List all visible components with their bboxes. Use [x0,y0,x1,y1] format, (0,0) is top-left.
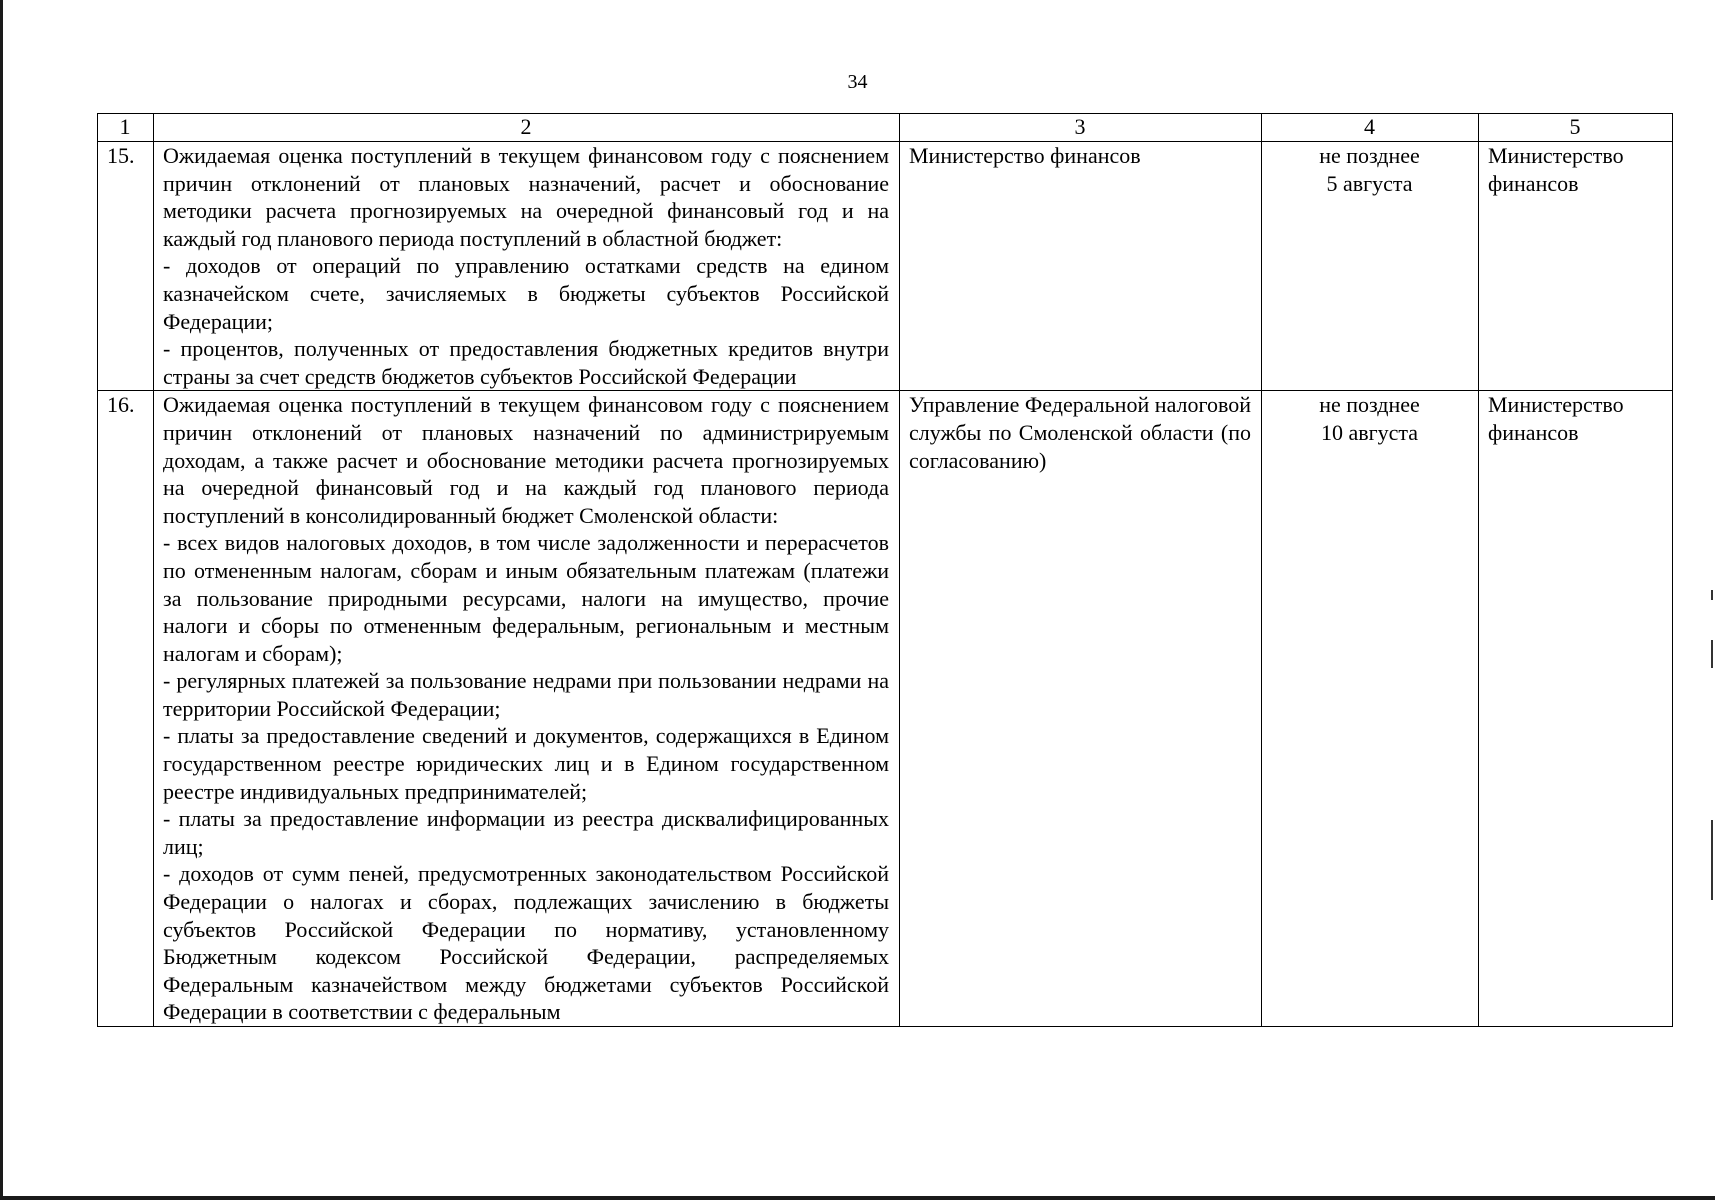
table-row [98,391,1673,1027]
deadline-line: 5 августа [1326,170,1413,196]
row-executor: Министерство финансов [900,142,1262,391]
description-paragraph: Ожидаемая оценка поступлений в текущем финансовом году с пояснением причин отклонений от плановых назначений по администрируемым доходам, а также расчет и обоснование методики расчета прогнозируемых на очередной финансовый год и на каждый год планового периода поступлений в консолидированный бюджет Смоленской области: [163,392,889,528]
description-paragraph: - процентов, полученных от предоставления бюджетных кредитов внутри страны за счет средств бюджетов субъектов Российской Федерации [163,336,889,389]
scan-artifact [1711,590,1713,600]
row-number: 15. [98,142,154,391]
scan-edge-bottom [0,1196,1715,1200]
deadline-line: не позднее [1319,143,1420,168]
description-paragraph: - доходов от сумм пеней, предусмотренных законодательством Российской Федерации о налогах и сборах, подлежащих зачислению в бюджеты субъектов Российской Федерации по нормативу, установленному Бюджетным кодексом Российской Федерации, распределяемых Федеральным казначейством между бюджетами субъектов Российской Федерации в соответствии с федеральным [163,861,889,1025]
description-paragraph: Ожидаемая оценка поступлений в текущем финансовом году с пояснением причин отклонений от плановых назначений, расчет и обоснование методики расчета прогнозируемых на очередной финансовый год и на каждый год планового периода поступлений в областной бюджет: [163,143,889,251]
row-deadline [1262,391,1479,1027]
description-paragraph: - доходов от операций по управлению остатками средств на едином казначейском счете, зачисляемых в бюджеты субъектов Российской Федерации; [163,253,889,334]
row-receiver: Министерство финансов [1479,142,1673,391]
row-description [154,142,900,391]
scan-artifact [1711,820,1713,900]
column-header: 2 [154,114,900,142]
row-deadline [1262,142,1479,391]
deadline-line: 10 августа [1320,419,1419,445]
description-paragraph: - платы за предоставление сведений и документов, содержащихся в Едином государственном реестре юридических лиц и в Едином государственном реестре индивидуальных предпринимателей; [163,723,889,804]
column-header: 5 [1479,114,1673,142]
page-number: 34 [847,71,868,93]
table-header-row [98,114,1673,142]
column-header: 4 [1262,114,1479,142]
row-receiver: Министерство финансов [1479,391,1673,1027]
column-header: 3 [900,114,1262,142]
scan-edge-left [0,0,3,1200]
table-row [98,142,1673,391]
description-paragraph: - платы за предоставление информации из реестра дисквалифицированных лиц; [163,806,889,859]
description-paragraph: - регулярных платежей за пользование недрами при пользовании недрами на территории Российской Федерации; [163,668,889,721]
column-header: 1 [98,114,154,142]
row-executor: Управление Федеральной налоговой службы по Смоленской области (по согласованию) [900,391,1262,1027]
document-table [97,113,1673,1027]
row-number: 16. [98,391,154,1027]
description-paragraph: - всех видов налоговых доходов, в том числе задолженности и перерасчетов по отмененным налогам, сборам и иным обязательным платежам (платежи за пользование природными ресурсами, налоги на имущество, прочие налоги и сборы по отмененным федеральным, региональным и местным налогам и сборам); [163,530,889,666]
scan-artifact [1711,640,1713,668]
deadline-line: не позднее [1319,392,1420,418]
row-description [154,391,900,1027]
